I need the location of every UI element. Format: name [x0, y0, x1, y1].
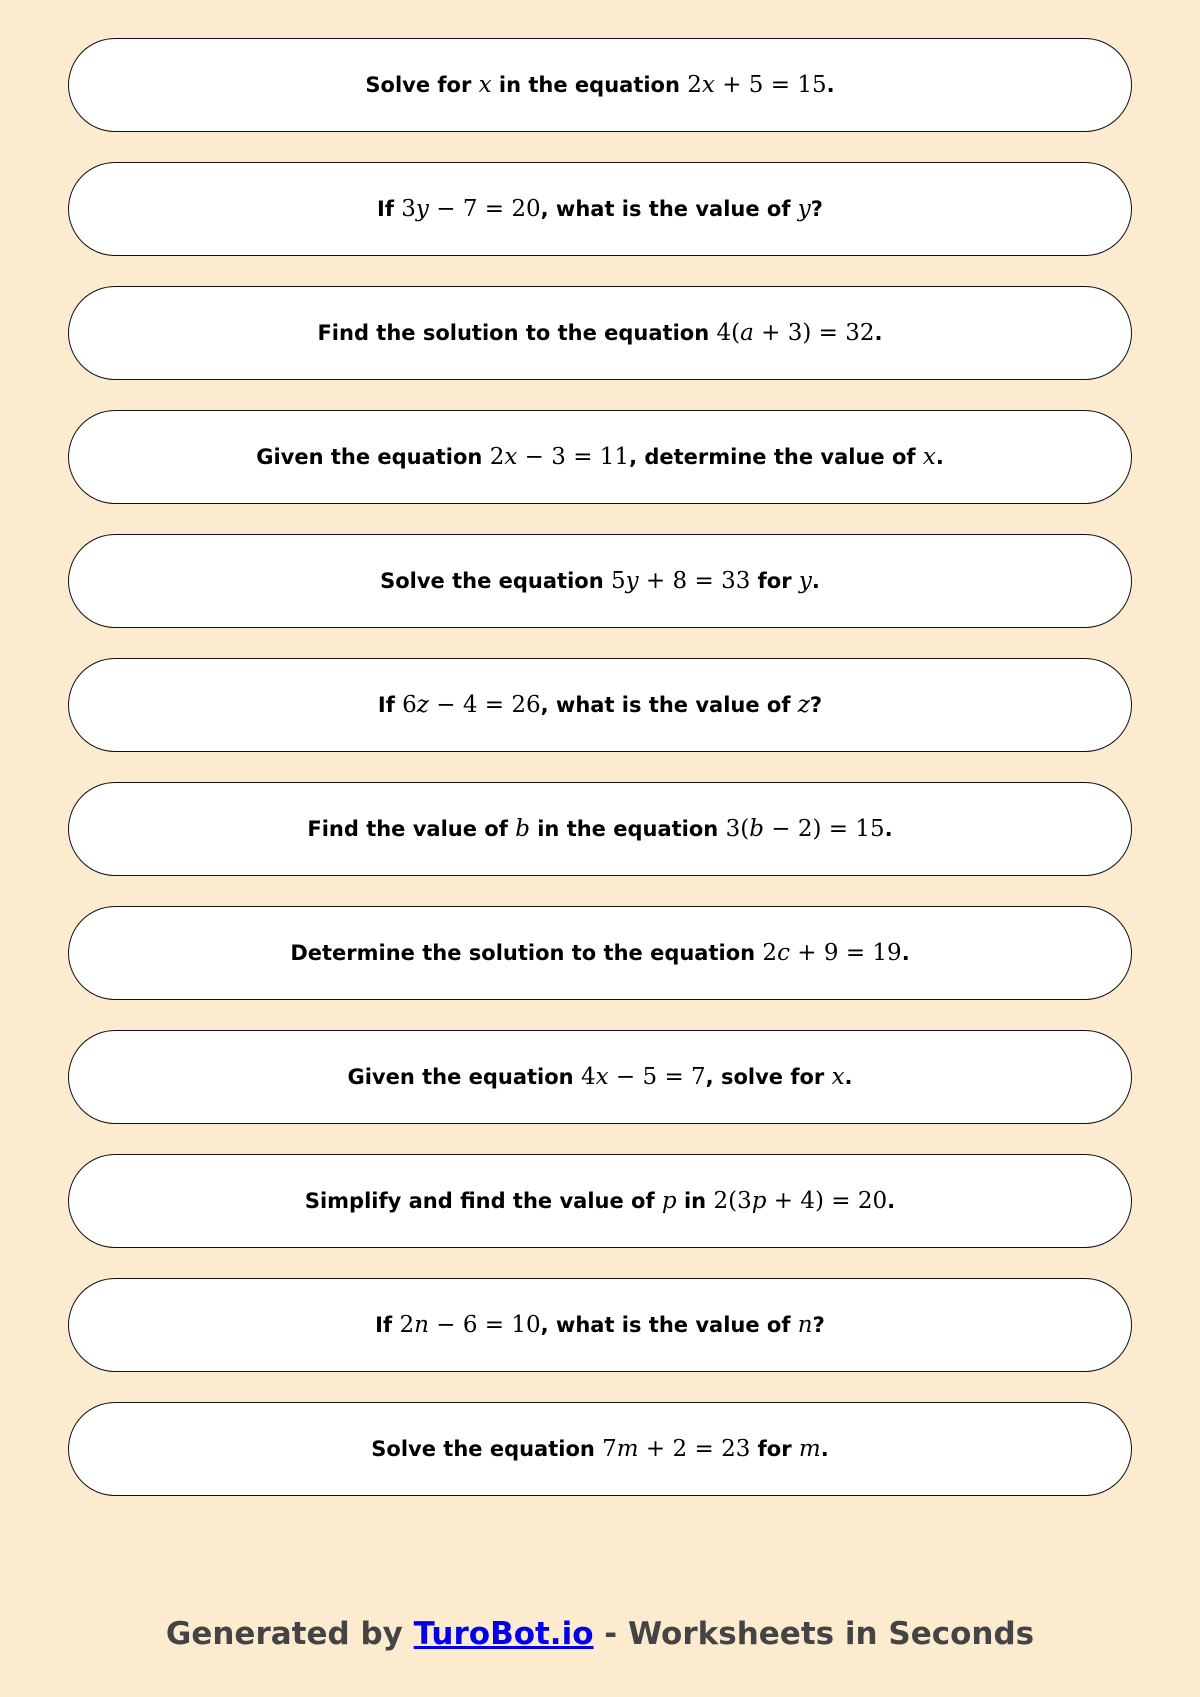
math-expression: 2n − 6 = 10 [399, 1312, 541, 1338]
problem-text-segment: in the equation [529, 817, 726, 841]
problem-box [68, 658, 1132, 752]
problem-box [68, 1278, 1132, 1372]
problem-text [307, 816, 892, 842]
problem-text [290, 940, 909, 966]
problem-text-segment: for [750, 569, 799, 593]
problem-text [365, 72, 834, 98]
math-expression: 2(3p + 4) = 20 [713, 1188, 888, 1214]
problem-box [68, 286, 1132, 380]
math-expression: 6z − 4 = 26 [402, 692, 541, 718]
problem-box [68, 410, 1132, 504]
footer-suffix: - Worksheets in Seconds [593, 1616, 1035, 1652]
problem-text-segment: for [750, 1437, 799, 1461]
problem-text-segment: Find the value of [307, 817, 516, 841]
problem-text-segment: If [375, 1313, 400, 1337]
math-expression: b [515, 816, 530, 842]
problem-list [68, 38, 1132, 1526]
footer-prefix: Generated by [165, 1616, 414, 1652]
math-expression: 5y + 8 = 33 [610, 568, 751, 594]
problem-text-segment: . [884, 817, 893, 841]
math-expression: 4x − 5 = 7 [580, 1064, 706, 1090]
problem-box [68, 1154, 1132, 1248]
math-expression: z [797, 692, 810, 718]
problem-box [68, 782, 1132, 876]
problem-text [380, 568, 820, 594]
problem-text [377, 196, 823, 222]
problem-text-segment: ? [809, 693, 823, 717]
math-expression: n [797, 1312, 813, 1338]
problem-text [378, 692, 822, 718]
problem-text-segment: Simplify and find the value of [304, 1189, 662, 1213]
problem-text-segment: If [377, 197, 402, 221]
problem-text-segment: , determine the value of [629, 445, 923, 469]
problem-box [68, 1030, 1132, 1124]
problem-box [68, 38, 1132, 132]
problem-box [68, 906, 1132, 1000]
problem-text-segment: Given the equation [256, 445, 490, 469]
math-expression: p [661, 1188, 677, 1214]
problem-text-segment: . [844, 1065, 853, 1089]
problem-text-segment: , solve for [705, 1065, 832, 1089]
problem-text-segment: Given the equation [347, 1065, 581, 1089]
problem-text [317, 320, 882, 346]
problem-text-segment: Solve the equation [371, 1437, 603, 1461]
problem-text-segment: . [826, 73, 835, 97]
math-expression: 7m + 2 = 23 [602, 1436, 751, 1462]
turobot-link[interactable]: TuroBot.io [413, 1616, 594, 1652]
math-expression: 3(b − 2) = 15 [725, 816, 885, 842]
problem-box [68, 1402, 1132, 1496]
problem-text-segment: . [887, 1189, 896, 1213]
math-expression: 3y − 7 = 20 [401, 196, 541, 222]
problem-text [371, 1436, 828, 1462]
problem-text-segment: If [377, 693, 403, 717]
problem-text [375, 1312, 825, 1338]
problem-text-segment: in [676, 1189, 714, 1213]
problem-text-segment: Solve for [365, 73, 479, 97]
math-expression: x [922, 444, 936, 470]
problem-text-segment: , what is the value of [540, 1313, 798, 1337]
math-expression: 2c + 9 = 19 [762, 940, 902, 966]
math-expression: 2x + 5 = 15 [687, 72, 827, 98]
problem-text-segment: in the equation [491, 73, 688, 97]
math-expression: y [798, 568, 812, 594]
problem-text-segment: . [901, 941, 910, 965]
math-expression: x [478, 72, 492, 98]
problem-text-segment: ? [810, 197, 823, 221]
math-expression: x [831, 1064, 845, 1090]
problem-text-segment: ? [812, 1313, 825, 1337]
math-expression: y [797, 196, 811, 222]
problem-box [68, 162, 1132, 256]
problem-text-segment: Determine the solution to the equation [290, 941, 763, 965]
problem-text-segment: . [935, 445, 944, 469]
problem-text-segment: , what is the value of [540, 693, 798, 717]
problem-text [305, 1188, 895, 1214]
math-expression: 4(a + 3) = 32 [716, 320, 875, 346]
problem-text [256, 444, 944, 470]
problem-text-segment: . [874, 321, 883, 345]
problem-text-segment: Find the solution to the equation [317, 321, 717, 345]
problem-text-segment: , what is the value of [540, 197, 798, 221]
problem-text-segment: . [820, 1437, 829, 1461]
footer [0, 1616, 1200, 1652]
problem-text-segment: Solve the equation [380, 569, 611, 593]
problem-box [68, 534, 1132, 628]
problem-text [347, 1064, 852, 1090]
math-expression: 2x − 3 = 11 [489, 444, 630, 470]
problem-text-segment: . [811, 569, 820, 593]
math-expression: m [798, 1436, 821, 1462]
